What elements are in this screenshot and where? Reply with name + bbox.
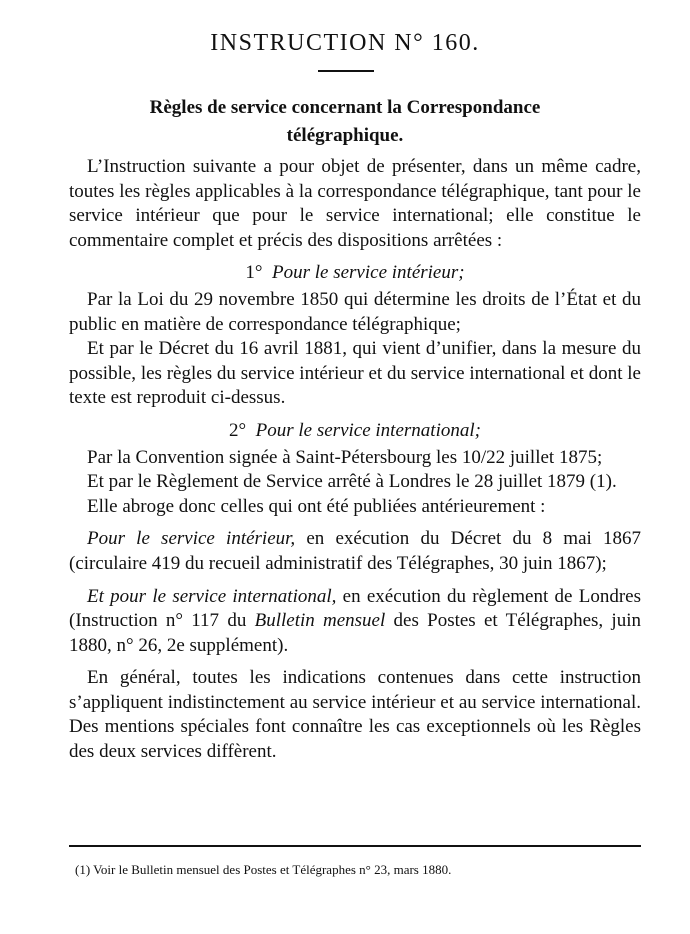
title-divider — [318, 70, 374, 72]
section-2-paragraph-2 — [69, 470, 641, 495]
section-2-paragraph-2-end: . — [611, 471, 617, 493]
section-2-number: 2° — [229, 419, 247, 441]
section-1-heading — [69, 261, 641, 286]
document-subtitle — [60, 94, 630, 150]
section-1-paragraph-2: Et par le Décret du 16 avril 1881, qui vient d’unifier, dans la mesure du possible, les règles du service intérieur et du service international et dont le texte est reproduit ci-dessus. — [69, 338, 641, 409]
document-body — [69, 155, 641, 765]
section-1-title: Pour le service intérieur; — [272, 262, 465, 284]
interieur-italic: Pour le service intérieur, — [87, 528, 296, 550]
section-2-heading — [69, 419, 641, 444]
section-1-paragraph-1: Par la Loi du 29 novembre 1850 qui détermine les droits de l’État et du public en matière de correspondance télégraphique; — [69, 288, 641, 335]
footnote-reference: (1) — [589, 471, 612, 493]
page-title: INSTRUCTION N° 160. — [210, 30, 480, 56]
section-1-number: 1° — [245, 262, 263, 284]
footnote: (1) Voir le Bulletin mensuel des Postes et Télégraphes n° 23, mars 1880. — [75, 862, 452, 877]
international-italic: Et pour le service international, — [87, 585, 337, 607]
international-text-2: des Postes et Télégraphes, juin 1880, n° 26, 2e supplément). — [69, 610, 641, 656]
international-paragraph — [69, 585, 641, 659]
section-2-title: Pour le service international; — [255, 419, 481, 441]
section-2-paragraph-2-text: Et par le Règlement de Service arrêté à Londres le 28 juillet 1879 — [87, 471, 586, 493]
abroge-paragraph: Elle abroge donc celles qui ont été publiées antérieurement : — [87, 495, 546, 517]
subtitle-line-2: télégraphique. — [286, 125, 404, 146]
general-paragraph: En général, toutes les indications contenues dans cette instruction s’appliquent indistinctement au service intérieur et au service international. Des mentions spéciales font connaître les cas exceptionnels où les Règles des deux services diffèrent. — [69, 667, 641, 763]
footnote-divider — [69, 845, 641, 847]
interieur-paragraph — [69, 527, 641, 576]
section-2-paragraph-1: Par la Convention signée à Saint-Pétersbourg les 10/22 juillet 1875; — [87, 446, 603, 468]
bulletin-mensuel-italic: Bulletin mensuel — [254, 610, 386, 632]
interieur-text: en exécution du Décret du 8 mai 1867 (circulaire 419 du recueil administratif des Télégraphes, 30 juin 1867); — [69, 528, 641, 574]
intro-paragraph: L’Instruction suivante a pour objet de présenter, dans un même cadre, toutes les règles applicables à la correspondance télégraphique, tant pour le service intérieur que pour le service international; elle constitue le commentaire complet et précis des dispositions arrêtées : — [69, 156, 641, 251]
international-text-1: en exécution du règlement de Londres (Instruction n° 117 du — [69, 585, 641, 632]
subtitle-line-1: Règles de service concernant la Correspondance — [149, 97, 541, 118]
